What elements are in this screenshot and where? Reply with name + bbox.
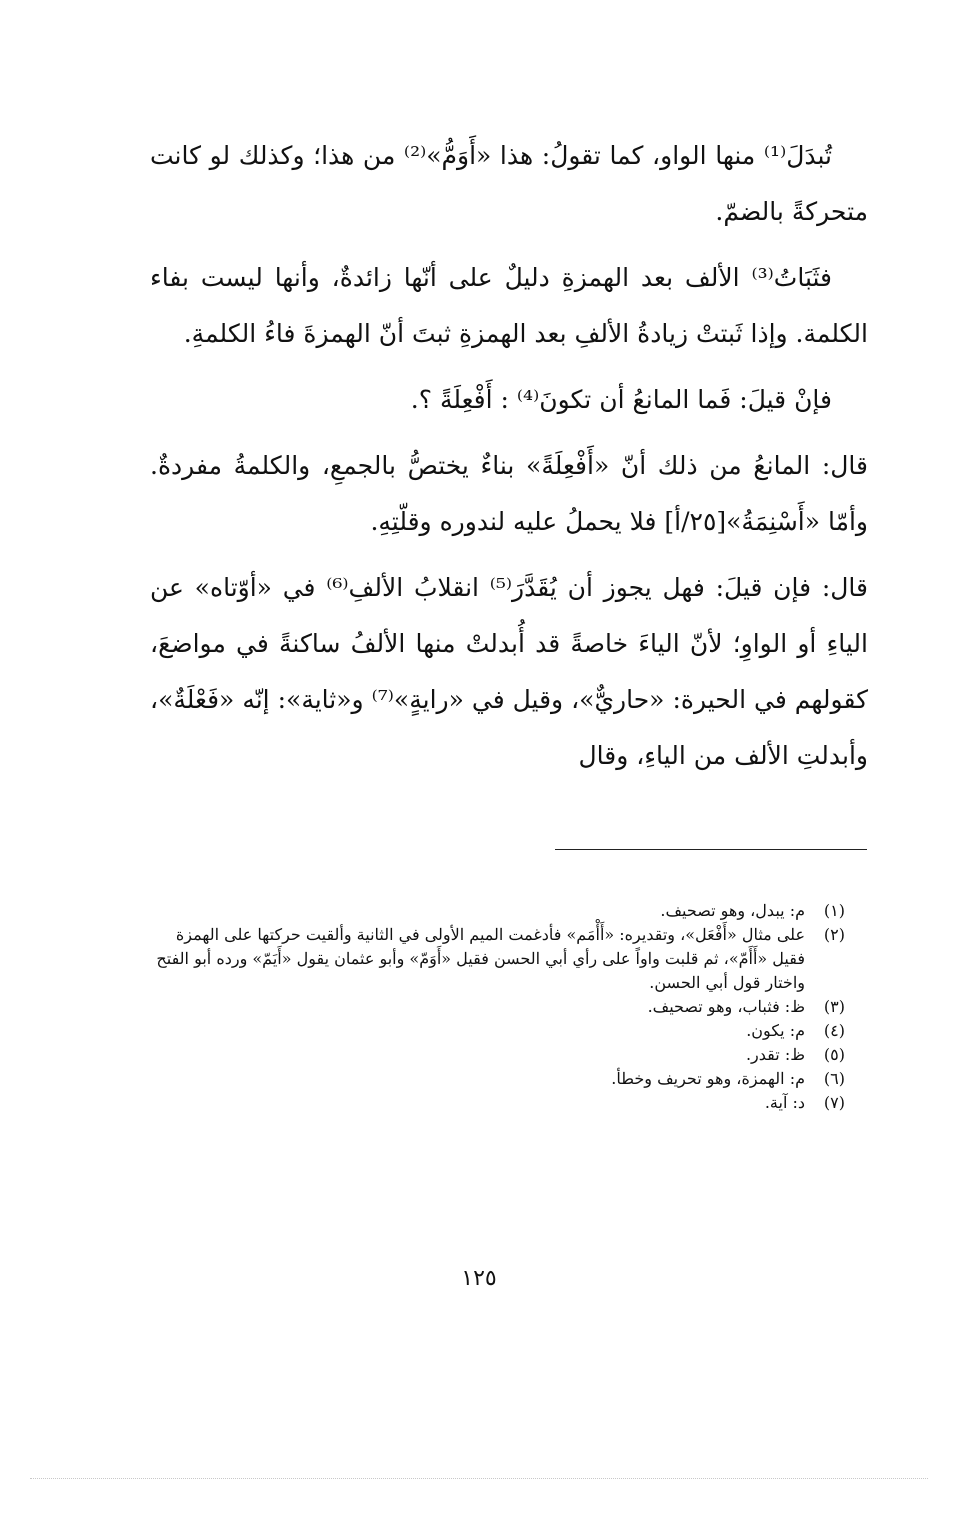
footnote-number: (٢) (823, 925, 845, 944)
main-text (150, 128, 868, 794)
footnote (150, 923, 845, 995)
footnote-number: (٦) (823, 1069, 845, 1088)
footnote (150, 995, 845, 1019)
footnote (150, 899, 845, 923)
paragraph: قال: فإن قيلَ: فهل يجوز أن يُقَدَّرَ⁽⁵⁾ انقلابُ الألفِ⁽⁶⁾ في «أوّتاه» عن الياءِ أو الواوِ؛ لأنّ الياءَ خاصةً قد أُبدلتْ منها الألفُ ساكنةً في مواضعَ، كقولهم في الحيرة: «حاريٌّ»، وقيل في «رايةٍ»⁽⁷⁾ و«ثاية»: إنّه «فَعْلَةٌ»، وأبدلتِ الألف من الياءِ، وقال (150, 573, 868, 770)
footnote-number: (٧) (823, 1093, 845, 1112)
paragraph: فإنْ قيلَ: فَما المانعُ أن تكونَ⁽⁴⁾ : أَفْعِلَةً ؟. (410, 385, 832, 414)
footnote-number: (٣) (823, 997, 845, 1016)
footnote-text: م: يبدل، وهو تصحيف. (660, 901, 805, 920)
footnote-number: (٥) (823, 1045, 845, 1064)
footnote (150, 1091, 845, 1115)
footnote-text: د: آية. (764, 1093, 805, 1112)
footnote-number: (٤) (823, 1021, 845, 1040)
scan-artifact-line (30, 1478, 928, 1479)
footnote-separator (555, 849, 867, 850)
paragraph: تُبدَلَ⁽¹⁾ منها الواو، كما تقولُ: هذا «أَوَمُّ»⁽²⁾ من هذا؛ وكذلك لو كانت متحركةً بالضمّ. (150, 141, 868, 226)
footnote-text: ظ: فثباب، وهو تصحيف. (647, 997, 805, 1016)
paragraph: فثَبَاتُ⁽³⁾ الألف بعد الهمزةِ دليلٌ على أنّها زائدةٌ، وأنها ليست بفاء الكلمة. وإذا ثَبتتْ زيادةُ الألفِ بعد الهمزةِ ثبتَ أنّ الهمزةَ فاءُ الكلمةِ. (150, 263, 868, 348)
footnote (150, 1067, 845, 1091)
footnote-text: ظ: تقدر. (745, 1045, 805, 1064)
paragraph: قال: المانعُ من ذلك أنّ «أَفْعِلَةً» بناءٌ يختصُّ بالجمعِ، والكلمةُ مفردةٌ. وأمّا «أَسْنِمَةُ»[٢٥/أ] فلا يحملُ عليه لندوره وقلّتِهِ. (150, 451, 868, 536)
footnote (150, 1043, 845, 1067)
footnote-text: م: الهمزة، وهو تحريف وخطأ. (611, 1069, 805, 1088)
footnote-number: (١) (823, 901, 845, 920)
footnote-text: على مثال «أَفْعَل»، وتقديره: «أَأْمَم» فأدغمت الميم الأولى في الثانية وألقيت حركتها على الهمزة فقيل «أَأَمّ»، ثم قلبت واواً على رأي أبي الحسن فقيل «أَوَمّ» وأبو عثمان يقول «أَيَمّ» ورده أبو الفتح واختار قول أبي الحسن. (156, 925, 805, 992)
footnote-text: م: يكون. (746, 1021, 805, 1040)
footnotes (150, 899, 845, 1115)
footnote (150, 1019, 845, 1043)
page-number: ١٢٥ (461, 1266, 497, 1291)
